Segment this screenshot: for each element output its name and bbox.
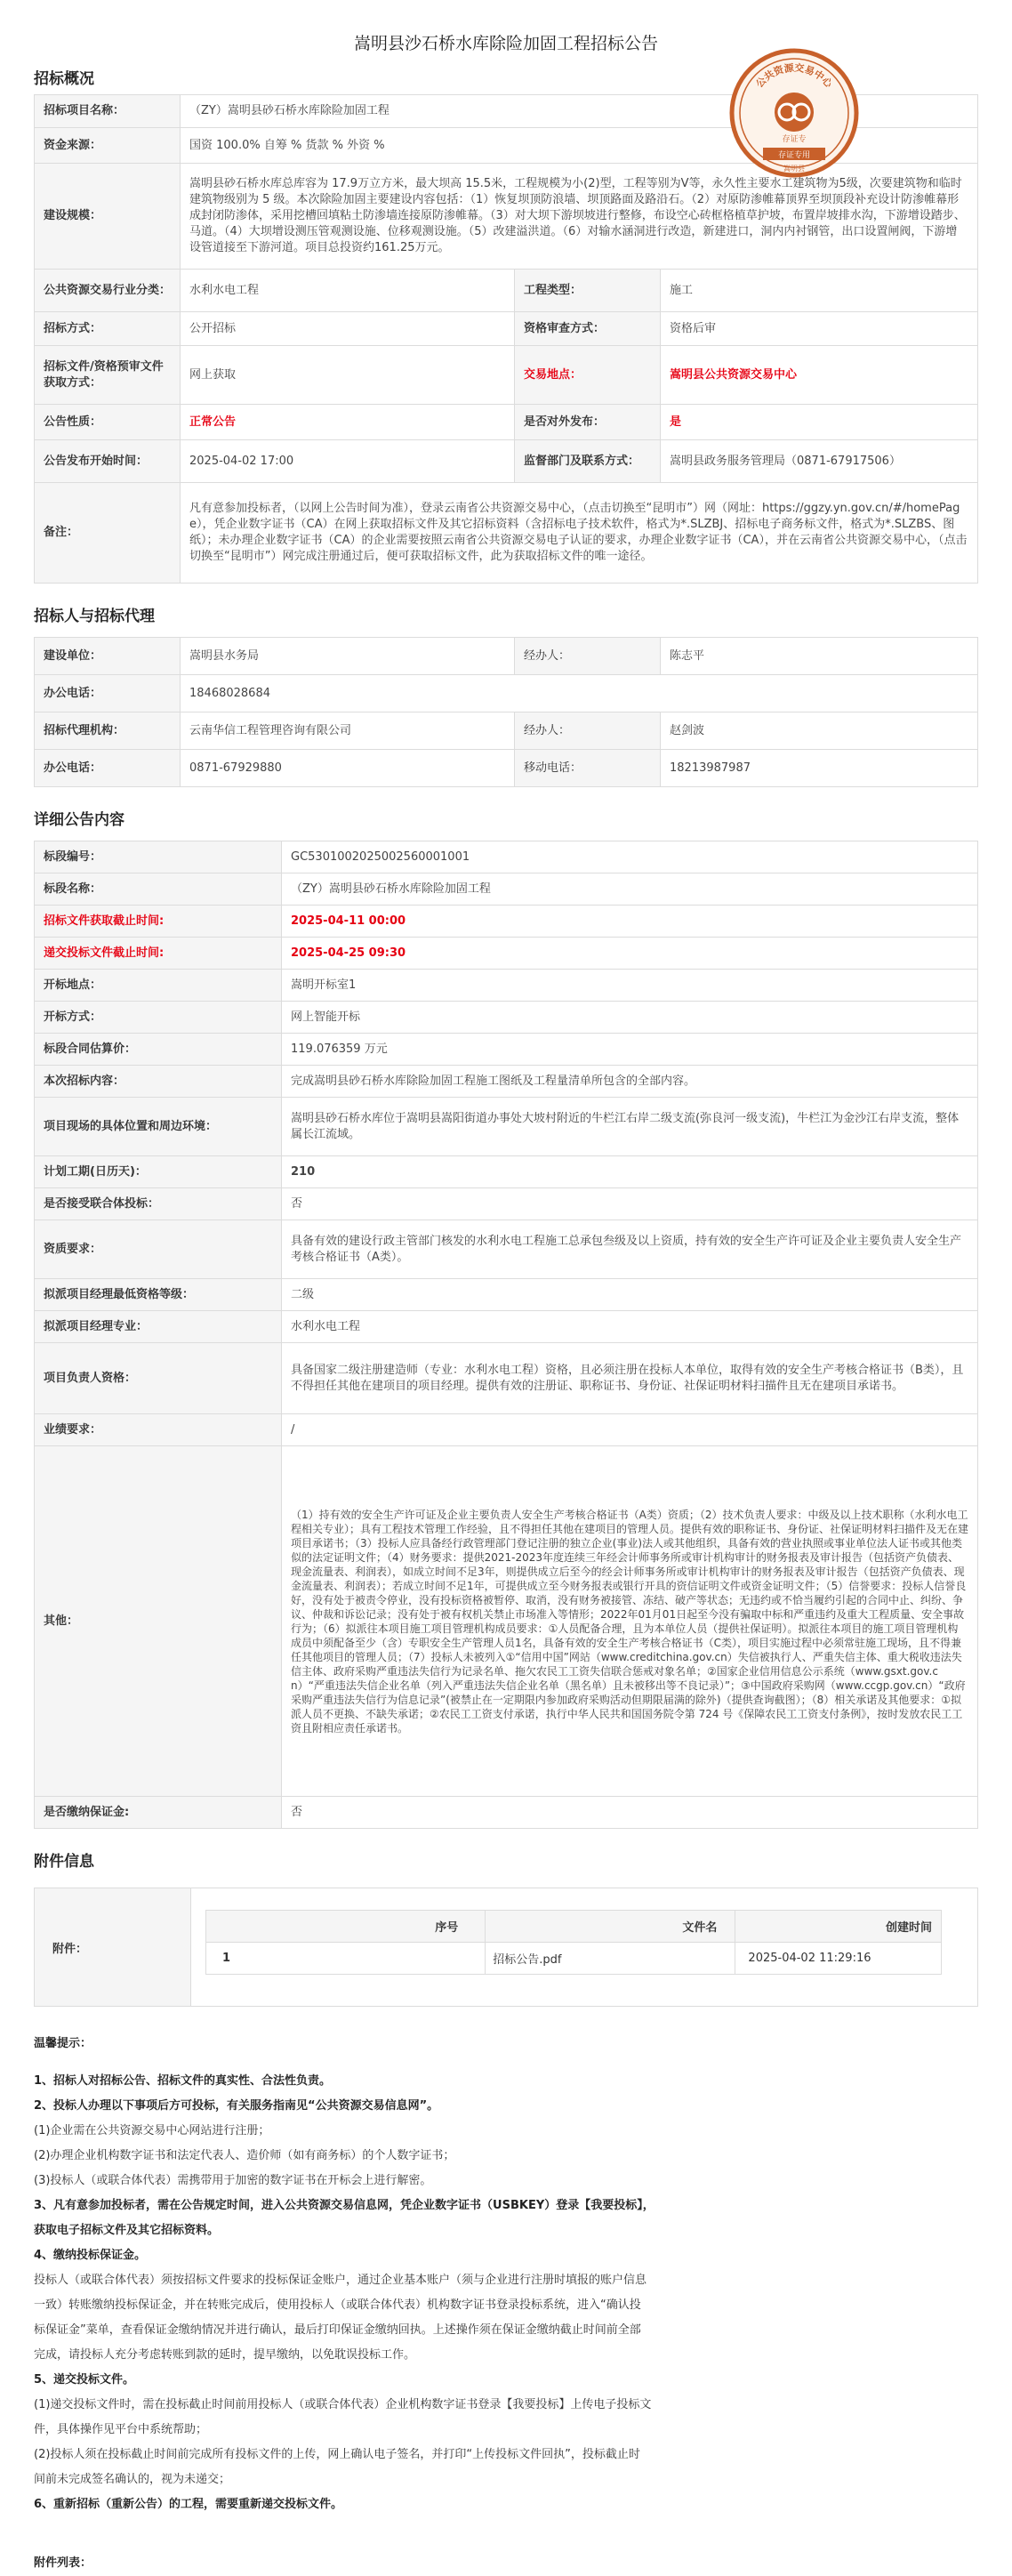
- tip-line: 完成，请投标人充分考虑转账到款的延时，提早缴纳，以免耽误投标工作。: [34, 2348, 416, 2362]
- name-label: 标段名称：: [35, 873, 282, 906]
- tip-line: 1、招标人对招标公告、招标文件的真实性、合法性负责。: [34, 2074, 332, 2088]
- tip-line: (1)企业需在公共资源交易中心网站进行注册；: [34, 2124, 270, 2137]
- category-label: 公共资源交易行业分类：: [35, 270, 181, 312]
- section-title-agency: 招标人与招标代理: [34, 608, 155, 625]
- agency-table: [34, 637, 978, 787]
- agent-phone: 0871-67929880: [181, 750, 515, 787]
- estimate-label: 标段合同估算价：: [35, 1034, 282, 1066]
- table-row: [206, 1943, 942, 1975]
- performance-requirement: /: [282, 1414, 978, 1446]
- office-phone: 18468028684: [181, 675, 978, 712]
- open-method-label: 开标方式：: [35, 1002, 282, 1034]
- foreign-publish: 是: [661, 405, 978, 440]
- attachment-label: 附件：: [35, 1888, 191, 2006]
- foreign-label: 是否对外发布：: [515, 405, 661, 440]
- nature-label: 公告性质：: [35, 405, 181, 440]
- pm-major-label: 拟派项目经理专业：: [35, 1311, 282, 1343]
- deposit-label: 是否缴纳保证金:: [35, 1797, 282, 1829]
- project-name-label: 招标项目名称：: [35, 95, 181, 128]
- attachment-list-label: 附件列表：: [34, 2556, 92, 2570]
- agent-contact: 赵剑波: [661, 712, 978, 750]
- project-name: （ZY）嵩明县砂石桥水库除险加固工程: [181, 95, 978, 128]
- code-label: 标段编号：: [35, 841, 282, 873]
- owner-contact: 陈志平: [661, 638, 978, 675]
- owner: 嵩明县水务局: [181, 638, 515, 675]
- venue-label: 交易地点：: [515, 346, 661, 405]
- scale-label: 建设规模：: [35, 164, 181, 270]
- contract-estimate: 119.076359 万元: [282, 1034, 978, 1066]
- section-title-detail: 详细公告内容: [34, 811, 124, 829]
- tips-block: [34, 2007, 978, 2576]
- remark-label: 备注：: [35, 483, 181, 584]
- pm-level-label: 拟派项目经理最低资格等级：: [35, 1279, 282, 1311]
- detail-table: [34, 841, 978, 1829]
- doc-deadline: 2025-04-11 00:00: [282, 906, 978, 938]
- col-header-no: 序号: [206, 1911, 486, 1943]
- tip-line: 获取电子招标文件及其它招标资料。: [34, 2224, 220, 2237]
- doc-get-label: 招标文件/资格预审文件获取方式：: [35, 346, 181, 405]
- tip-line: 2、投标人办理以下事项后方可投标，有关服务指南见“公共资源交易信息网”。: [34, 2099, 439, 2113]
- office-phone-label: 办公电话：: [35, 675, 181, 712]
- tip-line: 间前未完成签名确认的，视为未递交；: [34, 2473, 231, 2486]
- tip-line: 4、缴纳投标保证金。: [34, 2249, 147, 2262]
- joint-label: 是否接受联合体投标：: [35, 1188, 282, 1220]
- agent-phone-label: 办公电话：: [35, 750, 181, 787]
- seal-text-bottom: 嵩明县: [783, 165, 805, 173]
- attachment-box: [34, 1888, 978, 2007]
- tip-line: (1)递交投标文件时，需在投标截止时间前用投标人（或联合体代表）企业机构数字证书登录【我要投标】上传电子投标文: [34, 2398, 652, 2411]
- scope-label: 本次招标内容：: [35, 1066, 282, 1098]
- tip-line: 件，具体操作见平台中系统帮助；: [34, 2423, 208, 2436]
- tip-line: (2)办理企业机构数字证书和法定代表人、造价师（如有商务标）的个人数字证书；: [34, 2149, 455, 2162]
- location-label: 项目现场的具体位置和周边环境：: [35, 1098, 282, 1156]
- pm-level: 二级: [282, 1279, 978, 1311]
- funding-label: 资金来源：: [35, 128, 181, 164]
- tip-line: (2)投标人须在投标截止时间前完成所有投标文件的上传，网上确认电子签名，并打印“上传投标文件回执”，投标截止时: [34, 2448, 640, 2461]
- seal-text-strip: 存证专用: [777, 151, 811, 160]
- construction-scale: 嵩明县砂石桥水库总库容为 17.9万立方米，最大坝高 15.5米，工程规模为小(2)型，工程等别为Ⅴ等，永久性主要水工建筑物为5级，次要建筑物和临时建筑物级别为 5 级。本次除险加固主要建设内容包括：（1）恢复坝顶防浪墙、坝顶路面及路沿石。（2）对原防渗帷幕顶界至坝顶段补充设计防渗帷幕形成封闭防渗体，采用挖槽回填粘土防渗墙连接原防渗帷幕。（3）对大坝下游坝坡进行整修，布设空心砖框格植草护坡，布置岸坡排水沟，下游增设踏步、马道。（4）大坝增设测压管观测设施、位移观测设施。（5）改建溢洪道。（6）对输水涵洞进行改造，新建进口，洞内内衬钢管，出口设置闸阀，下游增设管道接至下游河道。项目总投资约161.25万元。: [181, 164, 978, 270]
- agent: 云南华信工程管理咨询有限公司: [181, 712, 515, 750]
- mobile-phone: 18213987987: [661, 750, 978, 787]
- planned-duration: 210: [282, 1156, 978, 1188]
- method-label: 招标方式：: [35, 312, 181, 346]
- bid-deadline: 2025-04-25 09:30: [282, 938, 978, 970]
- agent-contact-label: 经办人：: [515, 712, 661, 750]
- tips-heading: 温馨提示：: [34, 2037, 92, 2050]
- attachment-file-link[interactable]: 招标公告.pdf: [486, 1943, 735, 1975]
- tender-method: 公开招标: [181, 312, 515, 346]
- section-title-attachment: 附件信息: [34, 1853, 94, 1871]
- owner-label: 建设单位：: [35, 638, 181, 675]
- trading-venue: 嵩明县公共资源交易中心: [661, 346, 978, 405]
- supervisor-label: 监督部门及联系方式：: [515, 440, 661, 483]
- seal-text-top: 公共资源交易中心: [753, 61, 835, 91]
- attachment-table: [205, 1910, 942, 1975]
- tip-line: 一致）转账缴纳投标保证金，并在转账完成后，使用投标人（或联合体代表）机构数字证书登录投标系统，进入“确认投: [34, 2298, 641, 2312]
- other-requirements: （1）持有效的安全生产许可证及企业主要负责人安全生产考核合格证书（A类）资质；（2）技术负责人要求：中级及以上技术职称（水利水电工程相关专业）；具有工程技术管理工作经验，且不得担任其他在建项目的管理人员。提供有效的职称证书、身份证、社保证明材料扫描件及无在建项目承诺书；（3）投标人应具备经行政管理部门登记注册的独立企业(事业)法人或其他组织，具备有效的营业执照或事业单位法人证书或其他类似的法定证明文件；（4）财务要求：提供2021-2023年度连续三年经会计师事务所或审计机构审计的财务报表及审计报告（包括资产负债表、现金流量表、利润表），如成立时间不足3年，则提供成立后至今的经会计师事务所或审计机构审计的财务报表及审计报告（包括资产负债表、现金流量表、利润表）；若成立时间不足1年，可提供成立至今财务报表或银行开具的资信证明文件或资金证明文件；（5）信誉要求：投标人信誉良好，没有处于被责令停业，没有投标资格被暂停、取消，没有财务被接管、冻结、破产等状态；无违约或不恰当履约引起的合同中止、纠纷、争议、仲裁和诉讼记录；没有处于被有权机关禁止市场准入等情形；2022年01月01日起至今没有骗取中标和严重违约及重大工程质量、安全事故行为；（6）拟派往本项目施工项目管理机构成员要求：①人员配备合理，且为本单位人员（提供社保证明）。拟派往本项目的施工项目管理机构成员中须配备至少（含）专职安全生产管理人员1名，具备有效的安全生产考核合格证书（C类），项目实施过程中必须常驻施工现场，且不得兼任其他项目的管理人员；（7）投标人未被列入①“信用中国”网站（www.creditchina.gov.cn）失信被执行人、严重失信主体、重大税收违法失信主体、政府采购严重违法失信行为记录名单、拖欠农民工工资失信联合惩戒对象名单；②国家企业信用信息公示系统（www.gsxt.gov.cn）“严重违法失信企业名单（列入严重违法失信企业名单（黑名单）且未被移出等不良记录）”；③中国政府采购网（www.ccgp.gov.cn）“政府采购严重违法失信行为信息记录”(被禁止在一定期限内参加政府采购活动但期限届满的除外)（提供查询截图）；（8）相关承诺及其他要求：①拟派人员不更换、不缺失承诺；②农民工工资支付承诺，执行中华人民共和国国务院令第 724 号《保障农民工工资支付条例》，按时发放农民工工资且附相应责任承诺书。: [282, 1446, 978, 1797]
- attachment-time: 2025-04-02 11:29:16: [735, 1943, 942, 1975]
- publish-time-label: 公告发布开始时间：: [35, 440, 181, 483]
- doc-get-method: 网上获取: [181, 346, 515, 405]
- tender-scope: 完成嵩明县砂石桥水库除险加固工程施工图纸及工程量清单所包含的全部内容。: [282, 1066, 978, 1098]
- open-place-label: 开标地点：: [35, 970, 282, 1002]
- open-place: 嵩明开标室1: [282, 970, 978, 1002]
- section-name: （ZY）嵩明县砂石桥水库除险加固工程: [282, 873, 978, 906]
- project-type-label: 工程类型：: [515, 270, 661, 312]
- tip-line: 5、递交投标文件。: [34, 2373, 135, 2387]
- tip-line: 投标人（或联合体代表）须按招标文件要求的投标保证金账户，通过企业基本账户（须与企业进行注册时填报的账户信息: [34, 2274, 647, 2287]
- owner-contact-label: 经办人：: [515, 638, 661, 675]
- pm-requirement: 具备国家二级注册建造师（专业：水利水电工程）资格，且必须注册在投标人本单位，取得有效的安全生产考核合格证书（B类），且不得担任其他在建项目的项目经理。提供有效的注册证、职称证书、身份证、社保证明材料扫描件且无在建项目承诺书。: [282, 1343, 978, 1414]
- section-code: GC5301002025002560001001: [282, 841, 978, 873]
- industry-category: 水利水电工程: [181, 270, 515, 312]
- section-title-overview: 招标概况: [34, 70, 94, 88]
- perf-label: 业绩要求：: [35, 1414, 282, 1446]
- tip-line: (3)投标人（或联合体代表）需携带用于加密的数字证书在开标会上进行解密。: [34, 2174, 432, 2187]
- seal-icon: [727, 46, 861, 180]
- page-title: 嵩明县沙石桥水库除险加固工程招标公告: [353, 34, 658, 53]
- joint-bid: 否: [282, 1188, 978, 1220]
- qual-review-method: 资格后审: [661, 312, 978, 346]
- project-type: 施工: [661, 270, 978, 312]
- pm-major: 水利水电工程: [282, 1311, 978, 1343]
- mobile-label: 移动电话：: [515, 750, 661, 787]
- announcement-nature: 正常公告: [181, 405, 515, 440]
- tip-line: 3、凡有意参加投标者，需在公告规定时间，进入公共资源交易信息网，凭企业数字证书（USBKEY）登录【我要投标】，: [34, 2199, 655, 2212]
- credential-requirement: 具备有效的建设行政主管部门核发的水利水电工程施工总承包叁级及以上资质，持有效的安全生产许可证及企业主要负责人安全生产考核合格证书（A类）。: [282, 1220, 978, 1279]
- bid-deadline-label: 递交投标文件截止时间:: [35, 938, 282, 970]
- remark: 凡有意参加投标者，（以网上公告时间为准），登录云南省公共资源交易中心，（点击切换至“昆明市”）网（网址：https://ggzy.yn.gov.cn/#/homePage），凭企业数字证书（CA）在网上获取招标文件及其它招标资料（含招标电子技术软件，格式为*.SLZBJ、招标电子商务标文件，格式为*.SLZBS、图纸）；未办理企业数字证书（CA）的企业需要按照云南省公共资源交易电子认证的要求，办理企业数字证书（CA），并在云南省公共资源交易中心，（点击切换至“昆明市”）网完成注册通过后，便可获取招标文件，此为获取招标文件的唯一途径。: [181, 483, 978, 584]
- supervisor: 嵩明县政务服务管理局（0871-67917506）: [661, 440, 978, 483]
- col-header-file: 文件名: [486, 1911, 735, 1943]
- deposit-required: 否: [282, 1797, 978, 1829]
- agent-label: 招标代理机构：: [35, 712, 181, 750]
- doc-deadline-label: 招标文件获取截止时间:: [35, 906, 282, 938]
- funding-source: 国资 100.0% 自筹 % 货款 % 外资 %: [181, 128, 978, 164]
- seal-text-mid: 存证专: [782, 135, 807, 144]
- publish-time: 2025-04-02 17:00: [181, 440, 515, 483]
- qual-label: 资格审查方式：: [515, 312, 661, 346]
- col-header-time: 创建时间: [735, 1911, 942, 1943]
- pm-req-label: 项目负责人资格：: [35, 1343, 282, 1414]
- tip-line: 6、重新招标（重新公告）的工程，需要重新递交投标文件。: [34, 2498, 343, 2511]
- open-method: 网上智能开标: [282, 1002, 978, 1034]
- duration-label: 计划工期(日历天)：: [35, 1156, 282, 1188]
- tips-list: [34, 2069, 978, 2517]
- attachment-no: 1: [206, 1943, 486, 1975]
- site-location: 嵩明县砂石桥水库位于嵩明县嵩阳街道办事处大坡村附近的牛栏江右岸二级支流(弥良河一级支流)，牛栏江为金沙江右岸支流，整体属长江流域。: [282, 1098, 978, 1156]
- other-label: 其他：: [35, 1446, 282, 1797]
- cred-label: 资质要求：: [35, 1220, 282, 1279]
- tip-line: 标保证金”菜单，查看保证金缴纳情况并进行确认，最后打印保证金缴纳回执。上述操作须在保证金缴纳截止时间前全部: [34, 2323, 641, 2337]
